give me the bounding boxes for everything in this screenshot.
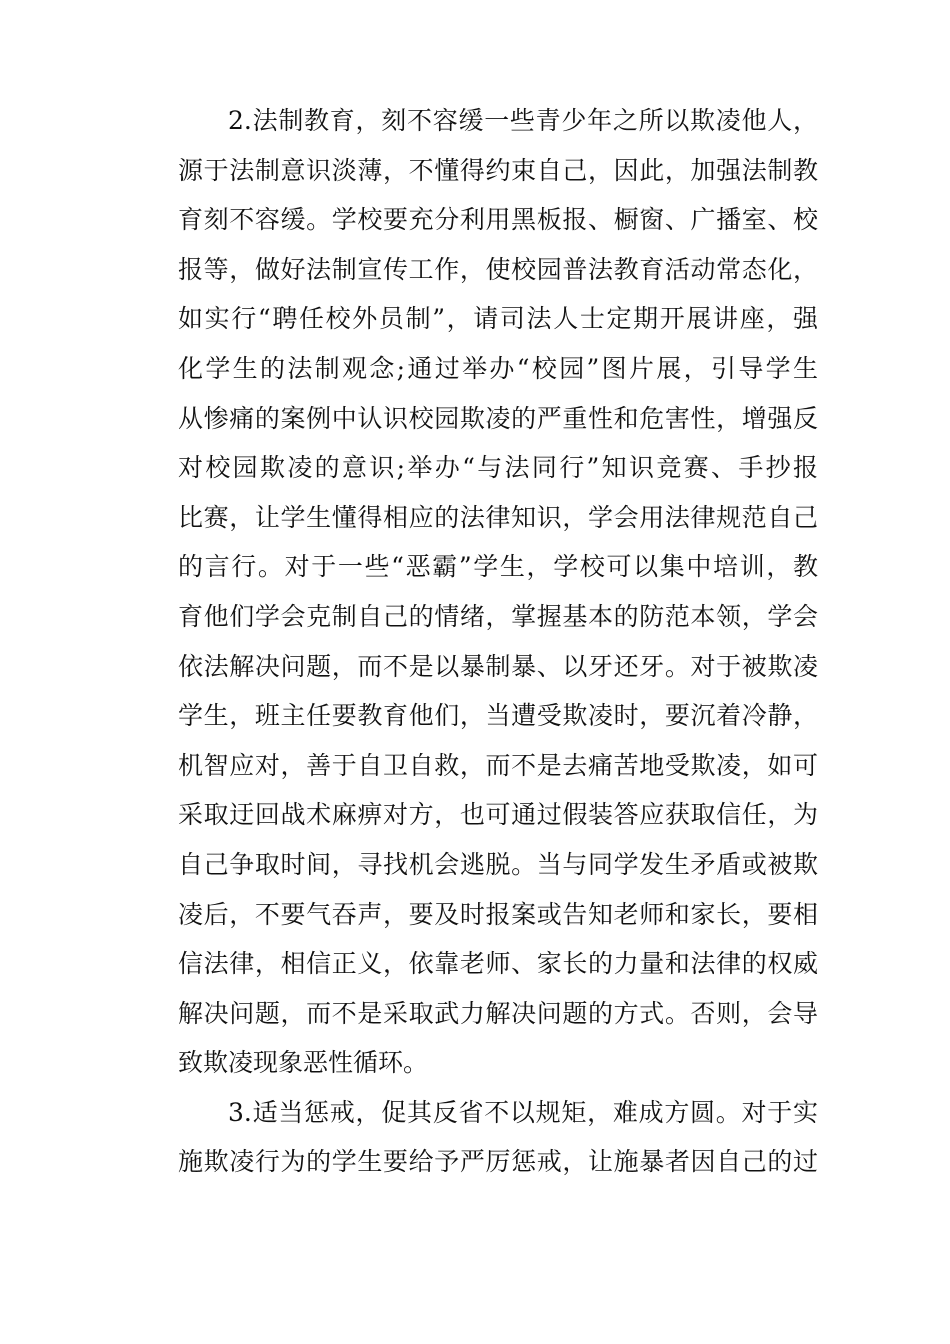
text-line: 2.法制教育，刻不容缓一些青少年之所以欺凌他人，	[228, 106, 818, 135]
text-line: 学生，班主任要教育他们，当遭受欺凌时，要沉着冷静，	[178, 701, 818, 731]
text-line: 比赛，让学生懂得相应的法律知识，学会用法律规范自己	[178, 502, 818, 532]
text-line: 从惨痛的案例中认识校园欺凌的严重性和危害性，增强反	[178, 403, 818, 433]
text-line: 化学生的法制观念;通过举办“校园”图片展，引导学生	[178, 353, 818, 383]
text-line: 对校园欺凌的意识;举办“与法同行”知识竞赛、手抄报	[178, 453, 818, 483]
text-line: 自己争取时间，寻找机会逃脱。当与同学发生矛盾或被欺	[178, 849, 818, 879]
text-line: 信法律，相信正义，依靠老师、家长的力量和法律的权威	[178, 949, 818, 979]
paragraph-legal-education	[178, 96, 818, 1088]
text-line: 的言行。对于一些“恶霸”学生，学校可以集中培训，教	[178, 552, 818, 582]
document-body	[178, 96, 818, 1187]
text-line: 依法解决问题，而不是以暴制暴、以牙还牙。对于被欺凌	[178, 651, 818, 681]
text-line: 源于法制意识淡薄，不懂得约束自己，因此，加强法制教	[178, 155, 818, 185]
text-line: 3.适当惩戒，促其反省不以规矩，难成方圆。对于实	[228, 1097, 818, 1127]
text-line: 致欺凌现象恶性循环。	[178, 1048, 429, 1078]
text-line: 育他们学会克制自己的情绪，掌握基本的防范本领，学会	[178, 601, 818, 631]
text-line: 凌后，不要气吞声，要及时报案或告知老师和家长，要相	[178, 899, 818, 929]
text-line: 采取迂回战术麻痹对方，也可通过假装答应获取信任，为	[178, 800, 818, 830]
paragraph-appropriate-discipline	[178, 1088, 818, 1187]
text-line: 报等，做好法制宣传工作，使校园普法教育活动常态化，	[178, 254, 818, 284]
text-line: 如实行“聘任校外员制”，请司法人士定期开展讲座，强	[178, 304, 818, 334]
text-line: 施欺凌行为的学生要给予严厉惩戒，让施暴者因自己的过	[178, 1147, 818, 1177]
text-line: 育刻不容缓。学校要充分利用黑板报、橱窗、广播室、校	[178, 205, 818, 235]
text-line: 机智应对，善于自卫自救，而不是去痛苦地受欺凌，如可	[178, 750, 818, 780]
text-line: 解决问题，而不是采取武力解决问题的方式。否则，会导	[178, 998, 818, 1028]
